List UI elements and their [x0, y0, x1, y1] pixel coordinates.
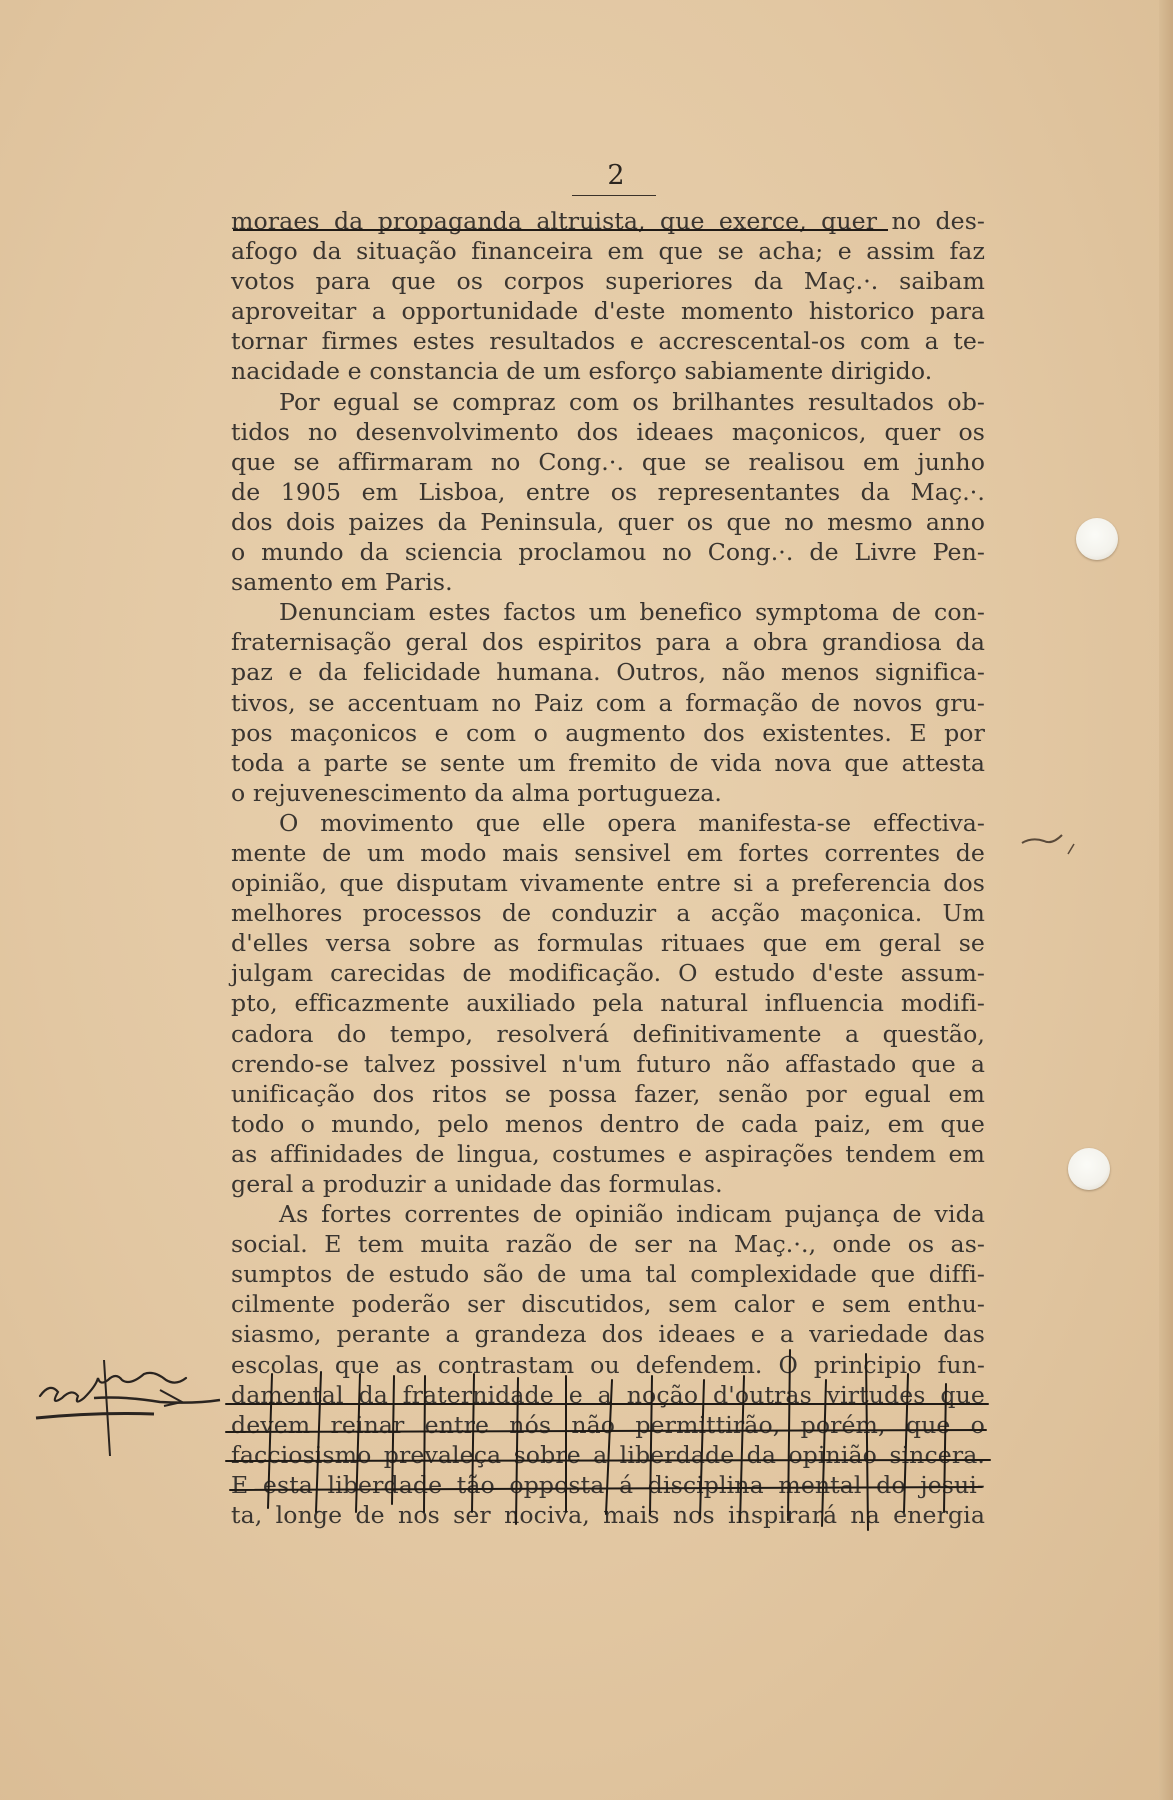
text-line: tidos no desenvolvimento dos ideaes maçonicos, quer os: [231, 417, 985, 446]
text-line: pos maçonicos e com o augmento dos existentes. E por: [231, 718, 985, 747]
text-line: o rejuvenescimento da alma portugueza.: [231, 778, 723, 807]
text-line: pto, efficazmente auxiliado pela natural influencia modifi-: [231, 989, 985, 1018]
text-line: o mundo da sciencia proclamou no Cong.·. de Livre Pen-: [231, 538, 985, 567]
text-line: As fortes correntes de opinião indicam pujança de vida: [279, 1200, 985, 1229]
text-line: afogo da situação financeira em que se acha; e assim faz: [231, 237, 985, 266]
text-line: opinião, que disputam vivamente entre si a preferencia dos: [231, 869, 985, 898]
text-line: cilmente poderão ser discutidos, sem calor e sem enthu-: [231, 1290, 985, 1319]
text-line: todo o mundo, pelo menos dentro de cada paiz, em que: [231, 1109, 985, 1138]
text-line: fraternisação geral dos espiritos para a obra grandiosa da: [231, 628, 985, 657]
text-line: siasmo, perante a grandeza dos ideaes e a variedade das: [231, 1320, 985, 1349]
text-line: as affinidades de lingua, costumes e aspirações tendem em: [231, 1139, 985, 1168]
text-line: facciosismo prevaleça sobre a liberdade da opinião sincera.: [231, 1440, 985, 1469]
text-line: crendo-se talvez possivel n'um futuro não affastado que a: [231, 1049, 985, 1078]
text-line: nacidade e constancia de um esforço sabiamente dirigido.: [231, 357, 933, 386]
text-line: devem reinar entre nós não permittirão, porém, que o: [231, 1410, 985, 1439]
text-line: Denunciam estes factos um benefico symptoma de con-: [279, 598, 985, 627]
text-line: mente de um modo mais sensivel em fortes correntes de: [231, 838, 985, 867]
text-line: O movimento que elle opera manifesta-se effectiva-: [279, 808, 985, 837]
text-line: unificação dos ritos se possa fazer, senão por egual em: [231, 1079, 985, 1108]
text-line: ta, longe de nos ser nociva, mais nos inspirará na energia: [231, 1501, 985, 1530]
text-line: de 1905 em Lisboa, entre os representantes da Maç.·.: [231, 477, 985, 506]
text-line: toda a parte se sente um fremito de vida nova que attesta: [231, 748, 985, 777]
text-line: samento em Paris.: [231, 568, 453, 597]
text-line: E esta liberdade tão opposta á disciplina mental do jesui-: [231, 1470, 985, 1499]
text-line: social. E tem muita razão de ser na Maç.·., onde os as-: [231, 1230, 985, 1259]
text-line: tivos, se accentuam no Paiz com a formação de novos gru-: [231, 688, 985, 717]
text-line: julgam carecidas de modificação. O estudo d'este assum-: [231, 959, 985, 988]
text-line: tornar firmes estes resultados e accrescental-os com a te-: [231, 327, 985, 356]
text-line: Por egual se compraz com os brilhantes resultados ob-: [279, 387, 985, 416]
text-line: aproveitar a opportunidade d'este momento historico para: [231, 297, 985, 326]
text-line: cadora do tempo, resolverá definitivamente a questão,: [231, 1019, 985, 1048]
text-line: escolas que as contrastam ou defendem. O principio fun-: [231, 1350, 985, 1379]
text-line: dos dois paizes da Peninsula, quer os que no mesmo anno: [231, 507, 985, 536]
page-number: 2: [607, 160, 625, 191]
text-line: melhores processos de conduzir a acção maçonica. Um: [231, 899, 985, 928]
text-line: paz e da felicidade humana. Outros, não menos significa-: [231, 658, 985, 687]
text-line: sumptos de estudo são de uma tal complexidade que diffi-: [231, 1260, 985, 1289]
text-line: damental da fraternidade e a noção d'outras virtudes que: [231, 1380, 985, 1409]
text-line: que se affirmaram no Cong.·. que se realisou em junho: [231, 447, 985, 476]
text-line: geral a produzir a unidade das formulas.: [231, 1170, 723, 1198]
text-line: d'elles versa sobre as formulas rituaes que em geral se: [231, 929, 985, 958]
text-line: votos para que os corpos superiores da Maç.·. saibam: [231, 267, 985, 296]
text-line: moraes da propaganda altruista, que exerce, quer no des-: [231, 207, 985, 235]
